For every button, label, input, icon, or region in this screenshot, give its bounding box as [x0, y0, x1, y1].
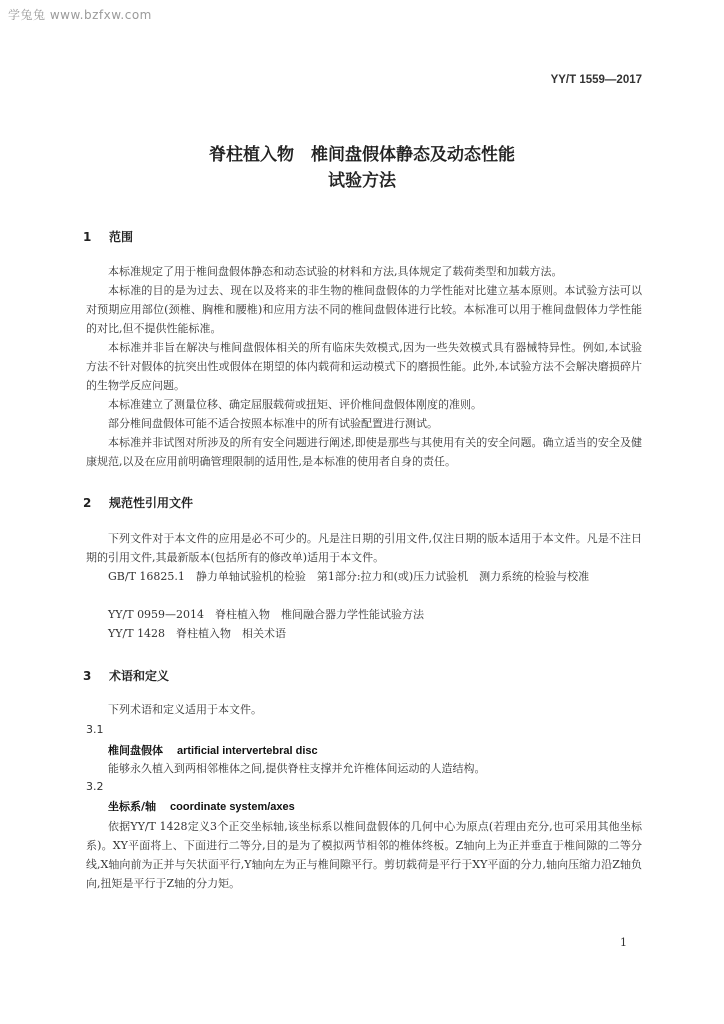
term-chinese: 坐标系/轴 — [108, 800, 157, 813]
term-english: coordinate system/axes — [170, 801, 295, 813]
section-number: 1 — [83, 230, 92, 244]
section-heading-scope — [83, 228, 133, 245]
standard-code: YY/T 1559—2017 — [550, 74, 642, 86]
term-definition: 能够永久植入到两相邻椎体之间,提供脊柱支撑并允许椎体间运动的人造结构。 — [108, 762, 486, 775]
section-heading-terms — [83, 667, 169, 684]
watermark: 学兔兔 www.bzfxw.com — [8, 8, 152, 22]
terms-intro: 下列术语和定义适用于本文件。 — [108, 703, 262, 716]
section-heading-normative-references — [83, 494, 193, 511]
reference-item: YY/T 0959—2014 脊柱植入物 椎间融合器力学性能试验方法 — [108, 608, 425, 621]
term-english: artificial intervertebral disc — [177, 745, 318, 757]
scope-paragraph: 本标准并非试图对所涉及的所有安全问题进行阐述,即使是那些与其使用有关的安全问题。确立适当的安全及健康规范,以及在应用前明确管理限制的适用性,是本标准的使用者自身的责任。 — [86, 436, 642, 468]
scope-paragraph: 本标准建立了测量位移、确定屈服载荷或扭矩、评价椎间盘假体刚度的准则。 — [108, 398, 482, 411]
reference-item: GB/T 16825.1 静力单轴试验机的检验 第1部分:拉力和(或)压力试验机 测力系统的检验与校准 — [108, 570, 590, 583]
term-heading — [108, 742, 318, 758]
scope-paragraph: 本标准并非旨在解决与椎间盘假体相关的所有临床失效模式,因为一些失效模式具有器械特异性。例如,本试验方法不针对假体的抗突出性或假体在期望的体内载荷和运动模式下的磨损性能。此外,本试验方法不会解决磨损碎片的生物学反应问题。 — [86, 341, 642, 392]
section-number: 3 — [83, 669, 92, 683]
page-number: 1 — [620, 936, 627, 949]
section-title: 范围 — [109, 230, 134, 244]
reference-item: YY/T 1428 脊柱植入物 相关术语 — [108, 627, 287, 640]
section-number: 2 — [83, 496, 92, 510]
term-number: 3.1 — [86, 723, 104, 736]
term-number: 3.2 — [86, 780, 104, 793]
scope-paragraph: 部分椎间盘假体可能不适合按照本标准中的所有试验配置进行测试。 — [108, 417, 438, 430]
document-title: 脊柱植入物 椎间盘假体静态及动态性能 — [209, 145, 515, 165]
section-title: 规范性引用文件 — [109, 496, 194, 510]
scope-paragraph: 本标准的目的是为过去、现在以及将来的非生物的椎间盘假体的力学性能对比建立基本原则。本试验方法可以对预期应用部位(颈椎、胸椎和腰椎)和应用方法不同的椎间盘假体进行比较。本标准可以用于椎间盘假体力学性能的对比,但不提供性能标准。 — [86, 284, 642, 335]
term-definition: 依据YY/T 1428定义3个正交坐标轴,该坐标系以椎间盘假体的几何中心为原点(若理由充分,也可采用其他坐标系)。XY平面将上、下面进行二等分,目的是为了模拟两节相邻的椎体终板。Z轴向上为正并垂直于椎间隙的二等分线,X轴向前为正并与矢状面平行,Y轴向左为正与椎间隙平行。剪切载荷是平行于XY平面的分力,轴向压缩力沿Z轴负向,扭矩是平行于Z轴的分力矩。 — [86, 820, 642, 890]
scope-paragraph: 本标准规定了用于椎间盘假体静态和动态试验的材料和方法,具体规定了载荷类型和加载方法。 — [108, 265, 563, 278]
term-chinese: 椎间盘假体 — [108, 744, 163, 757]
section-title: 术语和定义 — [109, 669, 170, 683]
document-title-line2: 试验方法 — [328, 171, 396, 191]
normative-intro: 下列文件对于本文件的应用是必不可少的。凡是注日期的引用文件,仅注日期的版本适用于本文件。凡是不注日期的引用文件,其最新版本(包括所有的修改单)适用于本文件。 — [86, 532, 642, 564]
term-heading — [108, 798, 295, 814]
